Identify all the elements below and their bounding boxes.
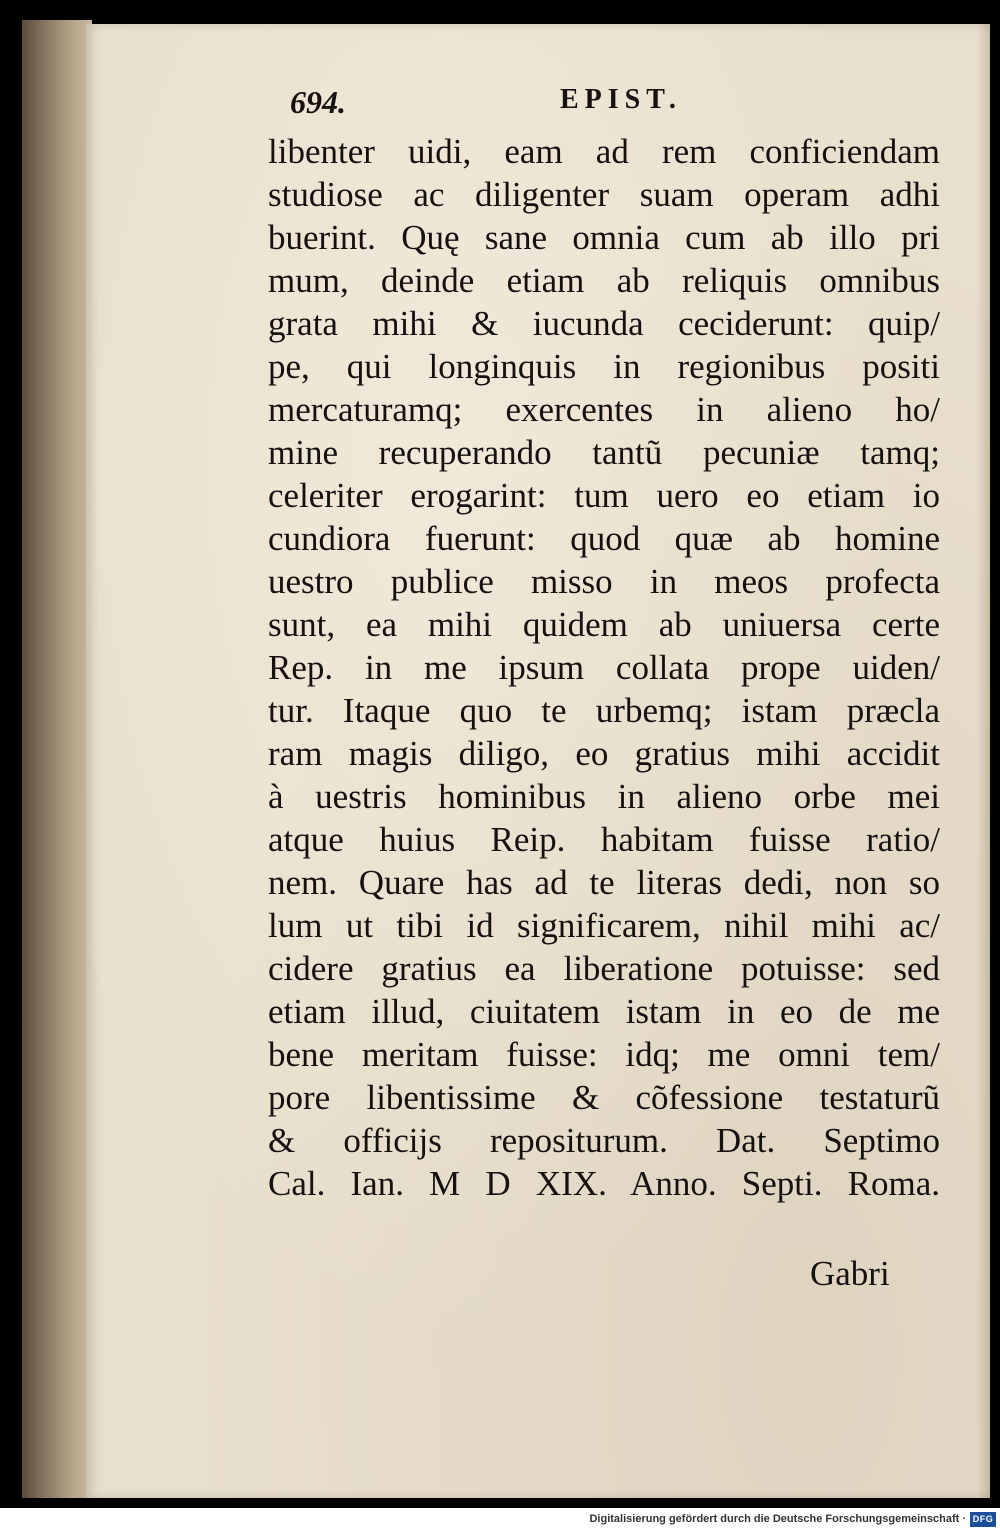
dfg-logo-icon: DFG [970, 1512, 996, 1527]
catchword: Gabri [810, 1254, 890, 1293]
text-line: etiam illud, ciuitatem istam in eo de me [268, 992, 940, 1031]
digitization-footer [0, 1508, 1000, 1532]
text-line: à uestris hominibus in alieno orbe mei [268, 777, 940, 816]
text-line: mum, deinde etiam ab reliquis omnibus [268, 261, 940, 300]
text-line: sunt, ea mihi quidem ab uniuersa certe [268, 605, 940, 644]
page-right-edge [976, 24, 990, 1498]
text-line: & officijs repositurum. Dat. Septimo [268, 1121, 940, 1160]
text-line: atque huius Reip. habitam fuisse ratio/ [268, 820, 940, 859]
text-line: ram magis diligo, eo gratius mihi accidit [268, 734, 940, 773]
text-line: nem. Quare has ad te literas dedi, non so [268, 863, 940, 902]
text-line: buerint. Quę sane omnia cum ab illo pri [268, 218, 940, 257]
text-line: studiose ac diligenter suam operam adhi [268, 175, 940, 214]
text-line: Rep. in me ipsum collata prope uiden/ [268, 648, 940, 687]
running-head: EPIST. [560, 84, 682, 115]
text-line: cundiora fuerunt: quod quæ ab homine [268, 519, 940, 558]
page-number: 694. [290, 84, 346, 120]
text-line: uestro publice misso in meos profecta [268, 562, 940, 601]
text-line: lum ut tibi id significarem, nihil mihi ac/ [268, 906, 940, 945]
text-line: bene meritam fuisse: idq; me omni tem/ [268, 1035, 940, 1074]
text-line: tur. Itaque quo te urbemq; istam præcla [268, 691, 940, 730]
letter-text-block [268, 130, 940, 1205]
text-line: pe, qui longinquis in regionibus positi [268, 347, 940, 386]
book-spine-edge [22, 20, 92, 1498]
text-line: cidere gratius ea liberatione potuisse: sed [268, 949, 940, 988]
text-line: celeriter erogarint: tum uero eo etiam io [268, 476, 940, 515]
page-header [290, 84, 730, 128]
text-line: grata mihi & iucunda ceciderunt: quip/ [268, 304, 940, 343]
text-line: libenter uidi, eam ad rem conficiendam [268, 132, 940, 171]
text-line: mine recuperando tantũ pecuniæ tamq; [268, 433, 940, 472]
text-line: pore libentissime & cõfessione testaturũ [268, 1078, 940, 1117]
funding-credit: Digitalisierung gefördert durch die Deutsche Forschungsgemeinschaft · [589, 1513, 966, 1525]
text-line: Cal. Ian. M D XIX. Anno. Septi. Roma. [268, 1164, 940, 1203]
text-line: mercaturamq; exercentes in alieno ho/ [268, 390, 940, 429]
